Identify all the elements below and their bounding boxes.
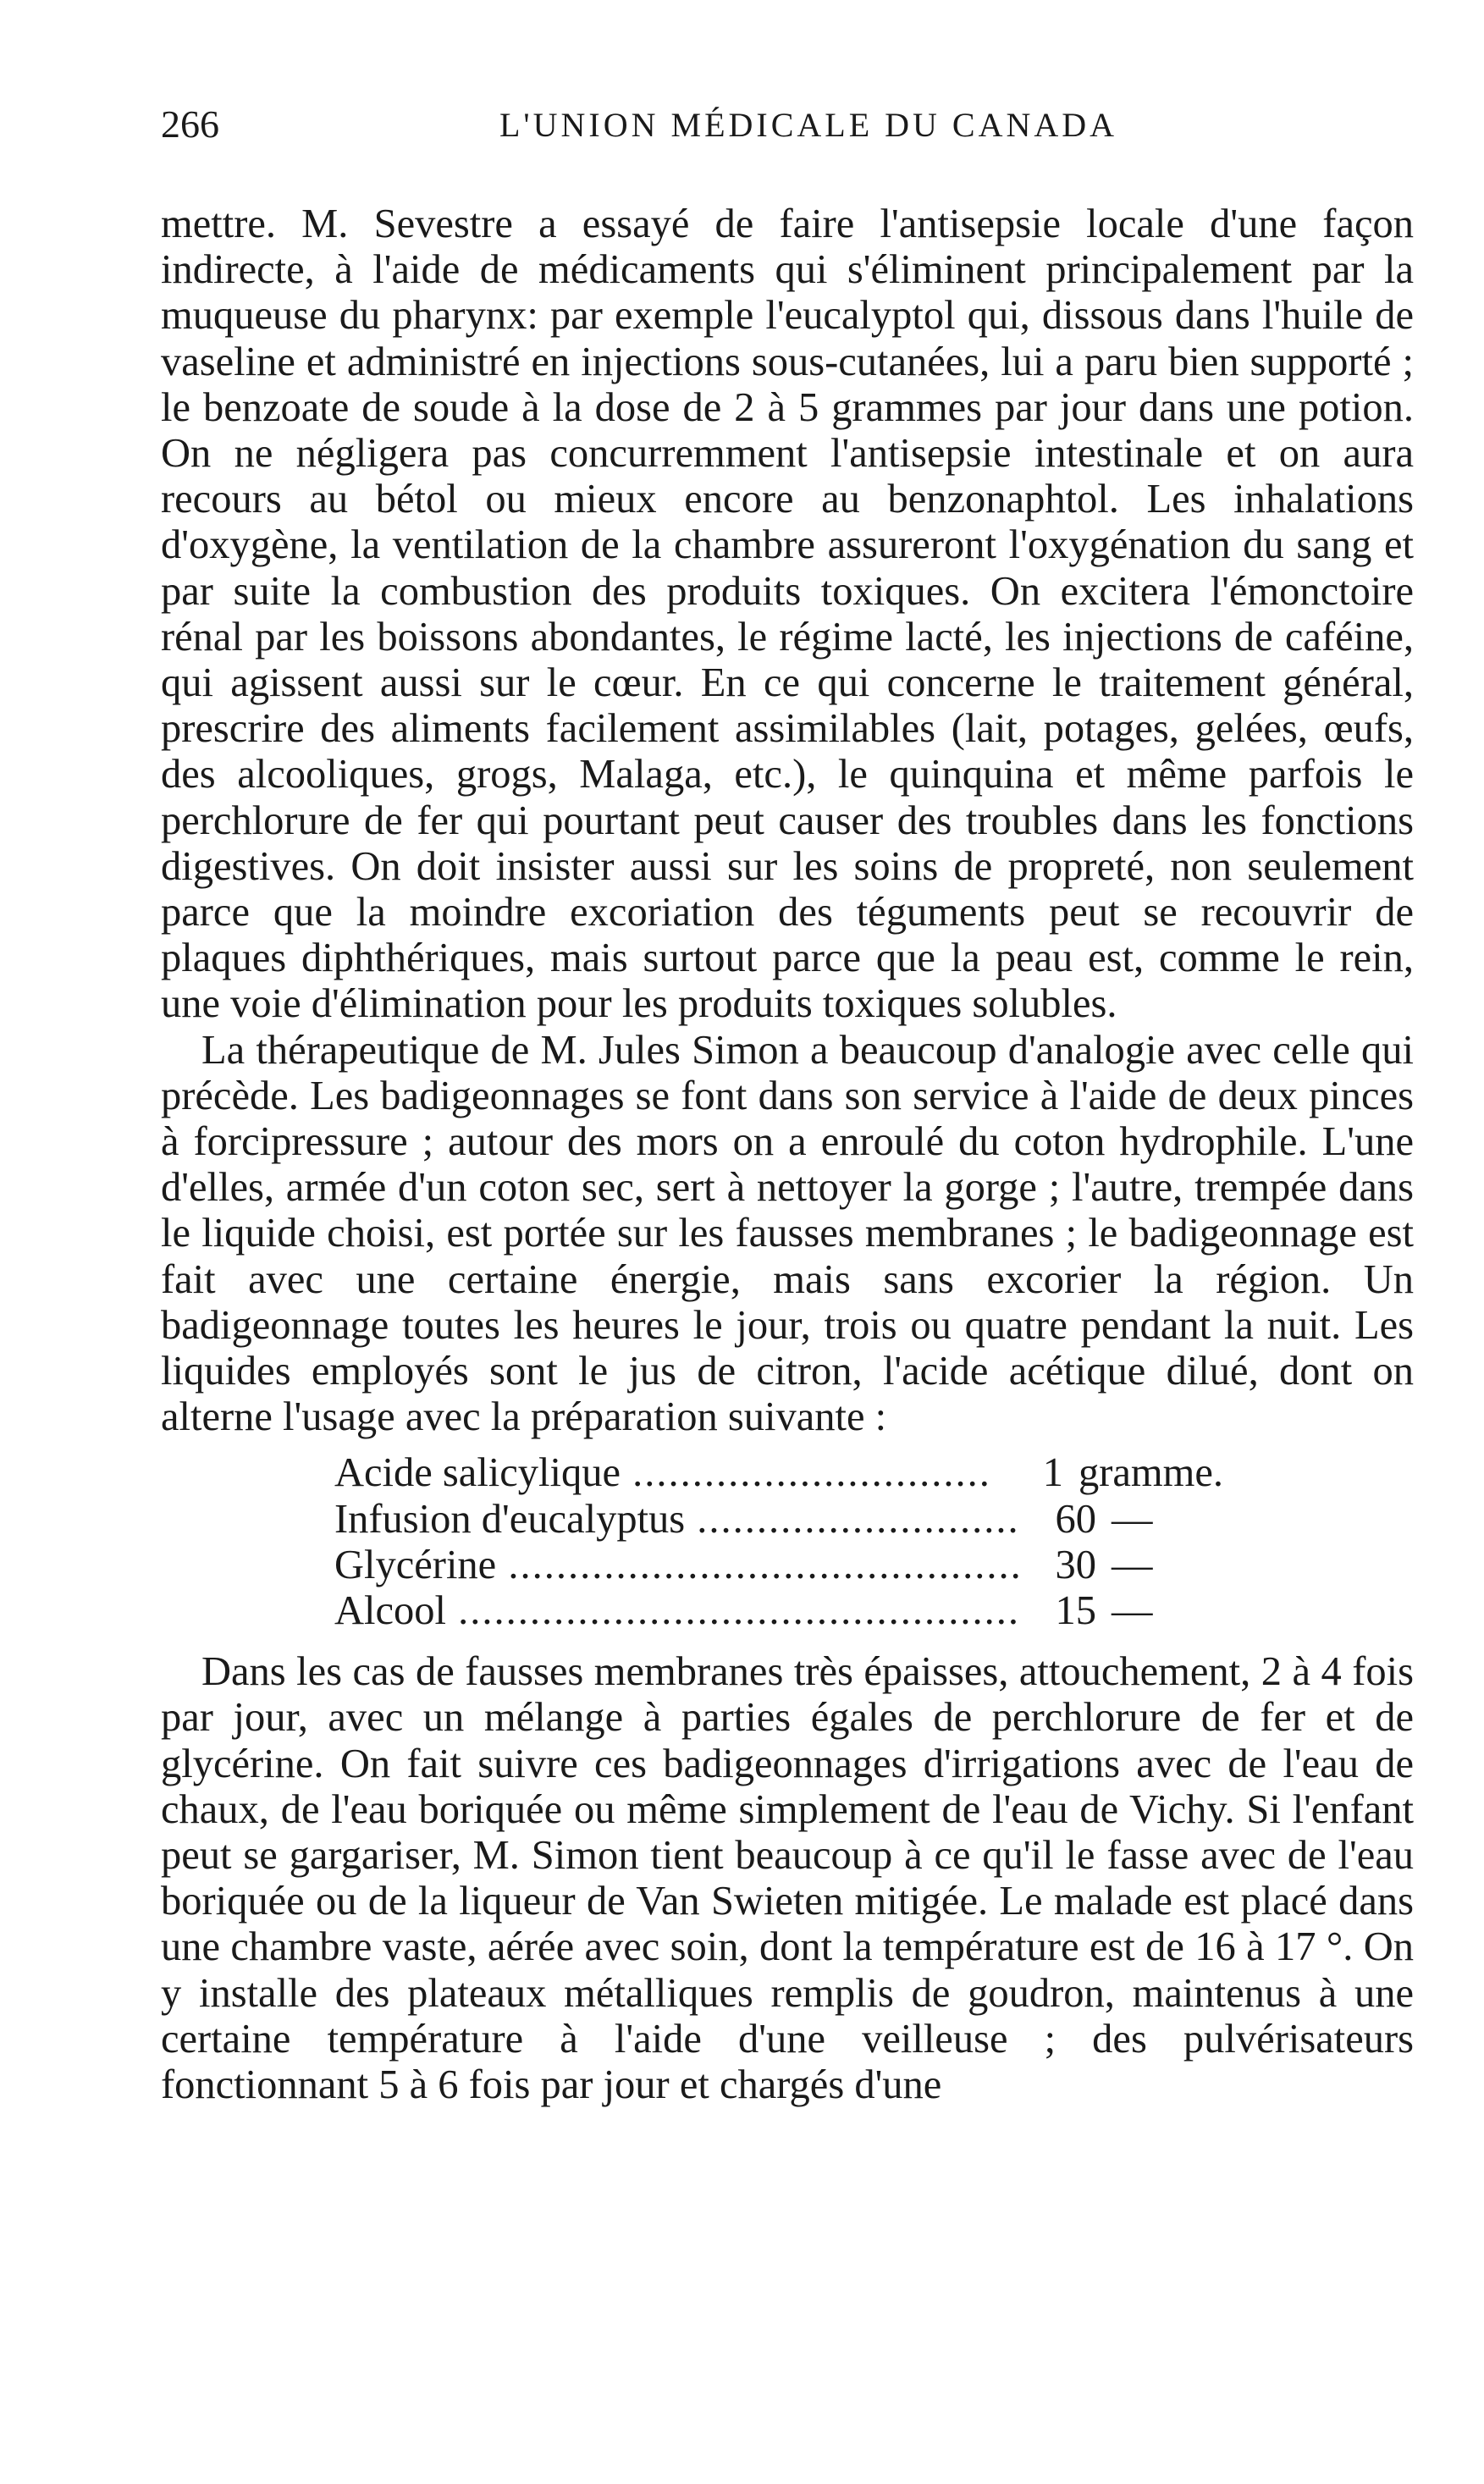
book-page — [161, 102, 1414, 2108]
ingredient-unit: — — [1112, 1542, 1153, 1587]
ingredient-name: Infusion d'eucalyptus ..... — [334, 1497, 1020, 1543]
ingredient-quantity: 30 — [1055, 1542, 1096, 1587]
ingredient-name: Glycérine ..... — [334, 1543, 1020, 1588]
recipe-row — [334, 1588, 1223, 1634]
running-head — [161, 102, 1414, 152]
ingredient-unit: — — [1112, 1588, 1153, 1634]
recipe-row — [334, 1450, 1223, 1496]
running-title: L'UNION MÉDICALE DU CANADA — [499, 106, 1118, 144]
ingredient-quantity: 60 — [1055, 1496, 1096, 1542]
ingredient-name: Acide salicylique ..... — [334, 1450, 990, 1496]
ingredient-unit: gramme. — [1078, 1450, 1223, 1496]
ingredient-unit: — — [1112, 1496, 1153, 1542]
recipe-table — [334, 1450, 1223, 1634]
recipe-row — [334, 1543, 1223, 1588]
page-number: 266 — [161, 102, 219, 146]
paragraph-jules-simon: La thérapeutique de M. Jules Simon a beaucoup d'analogie avec celle qui précède. Les badigeonnages se font dans son service à l'aide de deux pinces à forcipressure ; autour des mors on a enroulé du coton hydrophile. L'une d'elles, armée d'un coton sec, sert à nettoyer la gorge ; l'autre, trempée dans le liquide choisi, est portée sur les fausses membranes ; le badigeonnage est fait avec une certaine énergie, mais sans excorier la région. Un badigeonnage toutes les heures le jour, trois ou quatre pendant la nuit. Les liquides employés sont le jus de citron, l'acide acétique dilué, dont on alterne l'usage avec la préparation suivante : — [161, 1027, 1414, 1440]
ingredient-quantity: 15 — [1055, 1588, 1096, 1634]
paragraph-antisepsie: mettre. M. Sevestre a essayé de faire l'antisepsie locale d'une façon indirecte, à l'aide de médicaments qui s'éliminent principalement par la muqueuse du pharynx: par exemple l'eucalyptol qui, dissous dans l'huile de vaseline et administré en injections sous-cutanées, lui a paru bien supporté ; le benzoate de soude à la dose de 2 à 5 grammes par jour dans une potion. On ne négligera pas concurremment l'antisepsie intestinale et on aura recours au bétol ou mieux encore au benzonaphtol. Les inhalations d'oxygène, la ventilation de la chambre assureront l'oxygénation du sang et par suite la combustion des produits toxiques. On excitera l'émonctoire rénal par les boissons abondantes, le régime lacté, les injections de caféine, qui agissent aussi sur le cœur. En ce qui concerne le traitement général, prescrire des aliments facilement assimilables (lait, potages, gelées, œufs, des alcooliques, grogs, Malaga, etc.), le quinquina et même parfois le perchlorure de fer qui pourtant peut causer des troubles dans les fonctions digestives. On doit insister aussi sur les soins de propreté, non seulement parce que la moindre excoriation des téguments peut se recouvrir de plaques diphthériques, mais surtout parce que la peau est, comme le rein, une voie d'élimination pour les produits toxiques solubles. — [161, 201, 1414, 1027]
recipe-row — [334, 1497, 1223, 1543]
ingredient-name: Alcool ..... — [334, 1588, 1020, 1634]
ingredient-quantity: 1 — [1042, 1450, 1063, 1496]
paragraph-fausses-membranes: Dans les cas de fausses membranes très épaisses, attouchement, 2 à 4 fois par jour, avec un mélange à parties égales de perchlorure de fer et de glycérine. On fait suivre ces badigeonnages d'irrigations avec de l'eau de chaux, de l'eau boriquée ou même simplement de l'eau de Vichy. Si l'enfant peut se gargariser, M. Simon tient beaucoup à ce qu'il le fasse avec de l'eau boriquée ou de la liqueur de Van Swieten mitigée. Le malade est placé dans une chambre vaste, aérée avec soin, dont la température est de 16 à 17 °. On y installe des plateaux métalliques remplis de goudron, maintenus à une certaine température à l'aide d'une veilleuse ; des pulvérisateurs fonctionnant 5 à 6 fois par jour et chargés d'une — [161, 1649, 1414, 2108]
